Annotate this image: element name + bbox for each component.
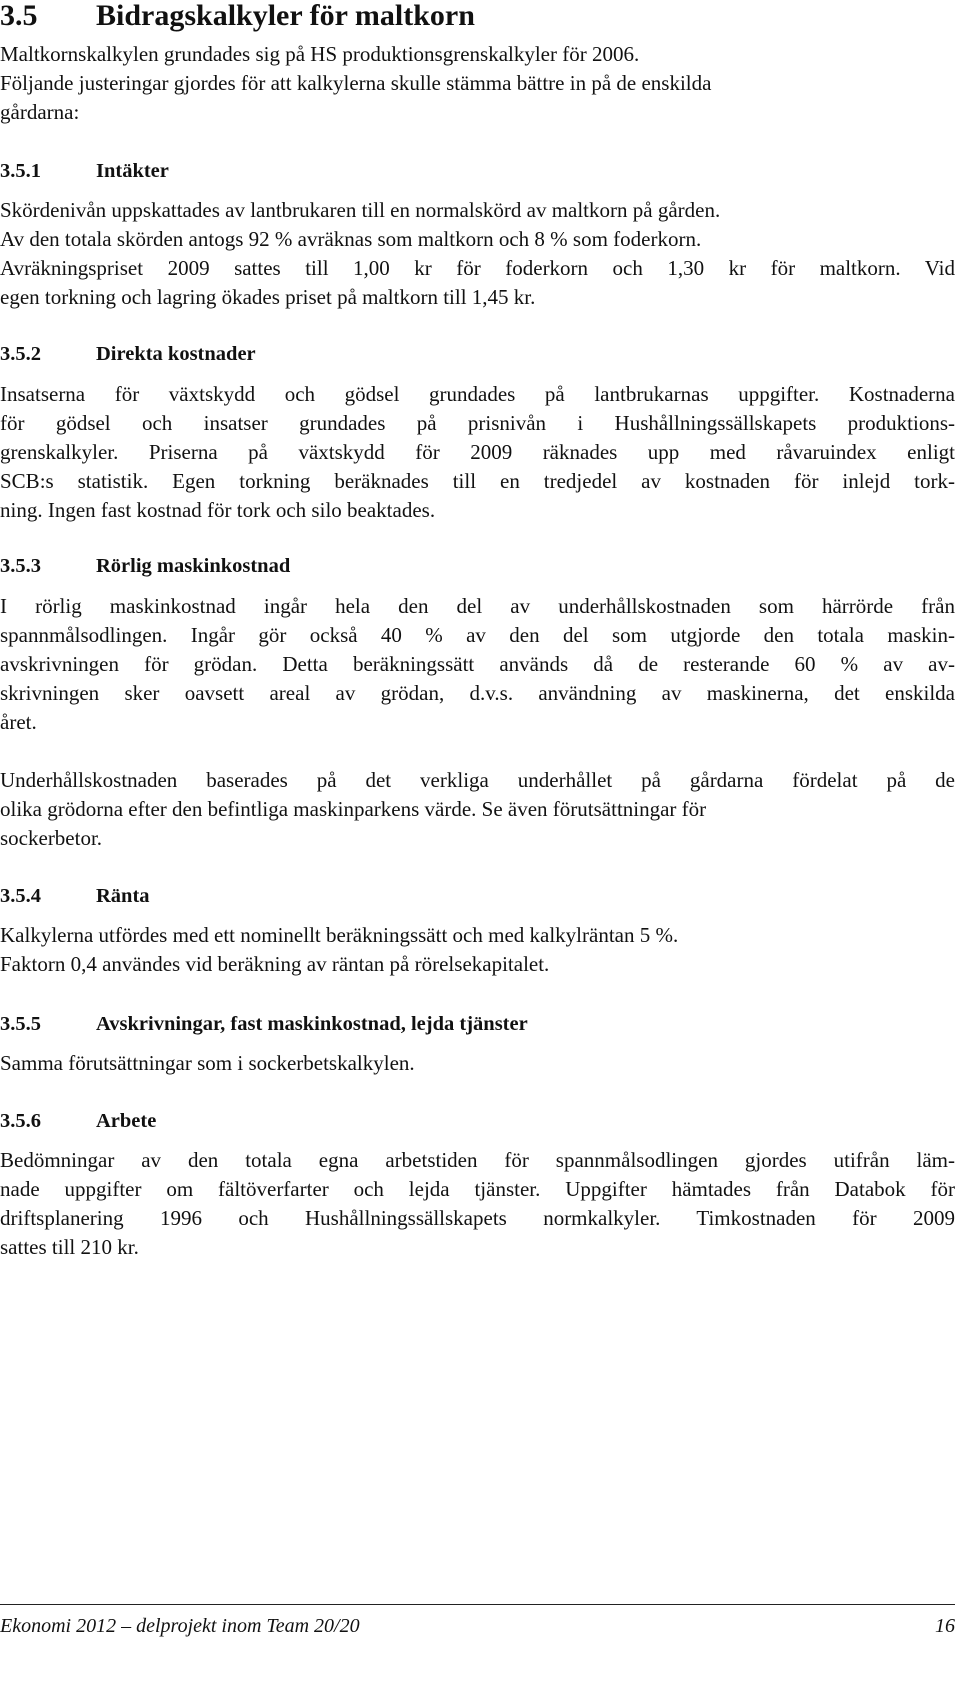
- subsection-title: Intäkter: [96, 160, 169, 182]
- subsection-number: 3.5.3: [0, 555, 41, 577]
- section-title: [0, 0, 475, 34]
- footer-text: Ekonomi 2012 – delprojekt inom Team 20/20: [0, 1615, 360, 1637]
- subsection-title: Direkta kostnader: [96, 343, 256, 365]
- paragraph-ranta: [0, 921, 960, 979]
- paragraph-line: Skördenivån uppskattades av lantbrukaren till en normalskörd av maltkorn på gården.: [0, 198, 721, 222]
- paragraph-line: SCB:s statistik. Egen torkning beräknades till en tredjedel av kostnaden för inlejd tork-: [0, 469, 955, 493]
- subsection-number: 3.5.1: [0, 160, 41, 182]
- subsection-heading-arbete: [0, 1107, 156, 1135]
- section-title-text: Bidragskalkyler för maltkorn: [96, 0, 475, 32]
- paragraph-line: för gödsel och insatser grundades på prisnivån i Hushållningssällskapets produktions-: [0, 411, 955, 435]
- paragraph-line: sockerbetor.: [0, 826, 103, 850]
- paragraph-line: Kalkylerna utfördes med ett nominellt beräkningssätt och med kalkylräntan 5 %.: [0, 923, 679, 947]
- intro-paragraph: [0, 40, 960, 127]
- paragraph-rorlig-maskinkostnad: [0, 592, 960, 737]
- paragraph-direkta-kostnader: [0, 380, 960, 525]
- subsection-title: Rörlig maskinkostnad: [96, 555, 291, 577]
- paragraph-line: Avräkningspriset 2009 sattes till 1,00 kr för foderkorn och 1,30 kr för maltkorn. Vid: [0, 256, 955, 280]
- paragraph-avskrivningar: [0, 1049, 960, 1078]
- subsection-title: Ränta: [96, 885, 150, 907]
- paragraph-line: spannmålsodlingen. Ingår gör också 40 % av den del som utgjorde den totala maskin-: [0, 623, 955, 647]
- paragraph-line: avskrivningen för grödan. Detta beräkningssätt används då de resterande 60 % av av-: [0, 652, 955, 676]
- paragraph-line: året.: [0, 710, 37, 734]
- paragraph-line: olika grödorna efter den befintliga maskinparkens värde. Se även förutsättningar för: [0, 797, 707, 821]
- paragraph-line: egen torkning och lagring ökades priset på maltkorn till 1,45 kr.: [0, 285, 536, 309]
- paragraph-line: Insatserna för växtskydd och gödsel grundades på lantbrukarnas uppgifter. Kostnaderna: [0, 382, 955, 406]
- paragraph-line: sattes till 210 kr.: [0, 1235, 139, 1259]
- page-footer: [0, 1604, 955, 1639]
- paragraph-underhallskostnad: [0, 766, 960, 853]
- paragraph-line: Underhållskostnaden baserades på det verkliga underhållet på gårdarna fördelat på de: [0, 768, 955, 792]
- subsection-heading-ranta: [0, 882, 150, 910]
- paragraph-line: ning. Ingen fast kostnad för tork och silo beaktades.: [0, 498, 436, 522]
- paragraph-line: driftsplanering 1996 och Hushållningssällskapets normkalkyler. Timkostnaden för 2009: [0, 1206, 955, 1230]
- page-number: 16: [935, 1615, 955, 1637]
- intro-line: Maltkornskalkylen grundades sig på HS produktionsgrenskalkyler för 2006.: [0, 42, 640, 66]
- paragraph-line: nade uppgifter om fältöverfarter och lejda tjänster. Uppgifter hämtades från Databok för: [0, 1177, 955, 1201]
- subsection-title: Arbete: [96, 1110, 157, 1132]
- subsection-number: 3.5.6: [0, 1110, 41, 1132]
- paragraph-line: I rörlig maskinkostnad ingår hela den del av underhållskostnaden som härrörde från: [0, 594, 955, 618]
- subsection-number: 3.5.5: [0, 1013, 41, 1035]
- paragraph-intakter: [0, 196, 960, 312]
- intro-line: Följande justeringar gjordes för att kalkylerna skulle stämma bättre in på de enskilda: [0, 71, 712, 95]
- subsection-title: Avskrivningar, fast maskinkostnad, lejda tjänster: [96, 1013, 528, 1035]
- subsection-heading-direkta-kostnader: [0, 340, 256, 368]
- paragraph-line: grenskalkyler. Priserna på växtskydd för 2009 räknades upp med råvaruindex enligt: [0, 440, 955, 464]
- intro-line: gårdarna:: [0, 100, 80, 124]
- paragraph-line: Bedömningar av den totala egna arbetstiden för spannmålsodlingen gjordes utifrån läm-: [0, 1148, 955, 1172]
- subsection-number: 3.5.4: [0, 885, 41, 907]
- subsection-number: 3.5.2: [0, 343, 41, 365]
- paragraph-line: Samma förutsättningar som i sockerbetskalkylen.: [0, 1051, 415, 1075]
- paragraph-line: Av den totala skörden antogs 92 % avräknas som maltkorn och 8 % som foderkorn.: [0, 227, 702, 251]
- subsection-heading-rorlig-maskinkostnad: [0, 552, 290, 580]
- paragraph-arbete: [0, 1146, 960, 1262]
- paragraph-line: skrivningen sker oavsett areal av grödan, d.v.s. användning av maskinerna, det enskilda: [0, 681, 955, 705]
- paragraph-line: Faktorn 0,4 användes vid beräkning av räntan på rörelsekapitalet.: [0, 952, 550, 976]
- subsection-heading-intakter: [0, 157, 169, 185]
- subsection-heading-avskrivningar: [0, 1010, 528, 1038]
- section-number: 3.5: [0, 0, 38, 32]
